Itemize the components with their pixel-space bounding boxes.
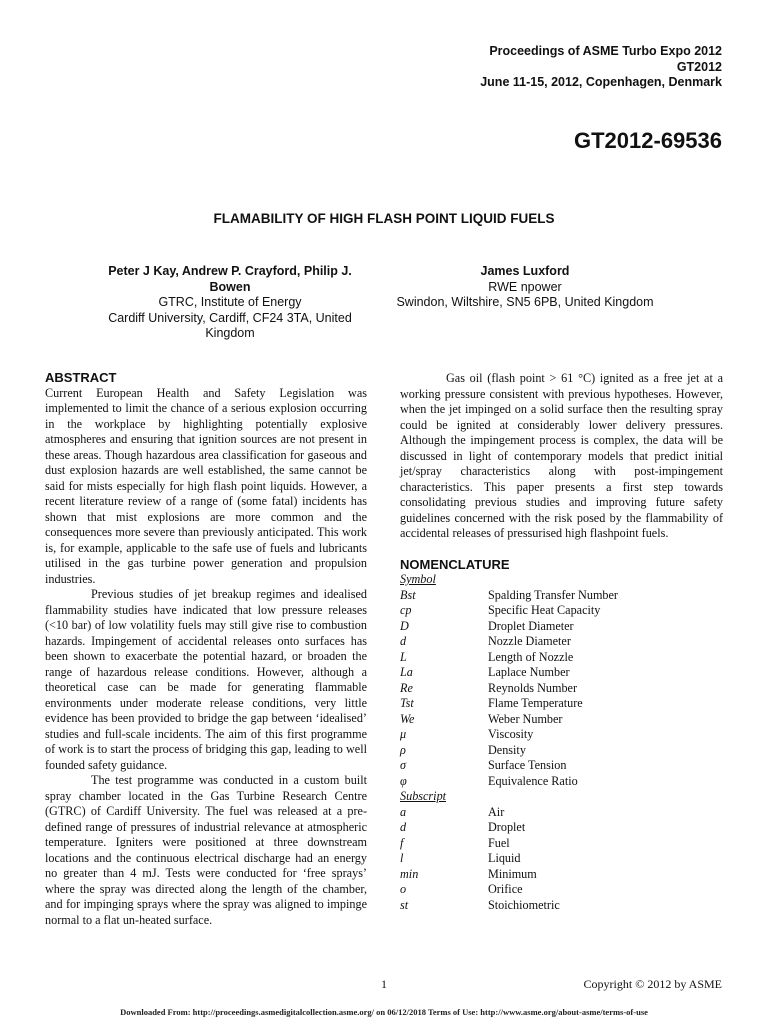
nomenclature-symbol: Tst xyxy=(400,696,414,710)
nomenclature-definition: Length of Nozzle xyxy=(488,649,574,664)
nomenclature-row xyxy=(400,619,723,635)
nomenclature-symbol: ρ xyxy=(400,742,406,757)
nomenclature-symbol: L xyxy=(400,649,407,664)
nomenclature-heading: NOMENCLATURE xyxy=(400,556,510,572)
symbol-subheading: Symbol xyxy=(400,572,436,586)
nomenclature-definition: Droplet xyxy=(488,820,526,834)
author-names: Peter J Kay, Andrew P. Crayford, Philip J. Bowen xyxy=(108,264,352,294)
nomenclature-symbol: min xyxy=(400,866,419,881)
nomenclature-definition: Liquid xyxy=(488,851,521,865)
right-column xyxy=(400,371,723,913)
nomenclature-definition: Air xyxy=(488,804,505,819)
nomenclature-definition: Orifice xyxy=(488,882,523,896)
conference-name: Proceedings of ASME Turbo Expo 2012 xyxy=(489,44,722,58)
author-address: Swindon, Wiltshire, SN5 6PB, United Kingdom xyxy=(396,295,654,309)
nomenclature-row xyxy=(400,650,723,666)
nomenclature-definition: Specific Heat Capacity xyxy=(488,603,601,617)
nomenclature-row xyxy=(400,588,723,604)
nomenclature-row xyxy=(400,805,723,821)
nomenclature-symbol: La xyxy=(400,665,413,679)
nomenclature-symbol: o xyxy=(400,882,407,896)
author-block-left xyxy=(100,264,360,342)
nomenclature-definition: Spalding Transfer Number xyxy=(488,587,618,602)
nomenclature-row xyxy=(400,727,723,743)
nomenclature-definition: Nozzle Diameter xyxy=(488,634,571,648)
nomenclature-row xyxy=(400,820,723,836)
conference-code: GT2012 xyxy=(676,59,722,74)
nomenclature-symbol: a xyxy=(400,804,407,819)
nomenclature-symbol: We xyxy=(400,711,415,726)
nomenclature-symbol: d xyxy=(400,820,407,834)
author-affiliation: RWE npower xyxy=(488,279,562,294)
abstract-heading: ABSTRACT xyxy=(45,370,117,385)
nomenclature-definition: Reynolds Number xyxy=(488,680,578,695)
abstract-paragraph: The test programme was conducted in a custom built spray chamber located in the Gas Turbine Research Centre (GTRC) of Cardiff University. The fuel was released at a pre-defined range of pressures of industrial relevance at atmospheric temperature. Igniters were positioned at three downstream locations and the continuous electrical discharge had an energy no greater than 4 mJ. Tests were conducted for ‘free sprays’ where the spray was directed along the length of the chamber, and for impinging sprays where the spray was aligned to impinge normal to a flat un-heated surface. xyxy=(45,773,367,927)
subscript-list xyxy=(400,805,723,914)
nomenclature-row xyxy=(400,867,723,883)
nomenclature-definition: Fuel xyxy=(488,835,510,850)
abstract-paragraph: Previous studies of jet breakup regimes and idealised flammability studies have indicated that low pressure releases (<10 bar) of low volatility fuels may still give rise to combustion hazards. Impingement of accidental releases onto surfaces has been shown to exacerbate the potential hazard, or broaden the range of hazardous release conditions. However, although a theoretical case can be made for generating flammable environments under moderate release conditions, very little evidence has been provided to bridge the gap between ‘idealised’ studies and full-scale incidents. The aim of this first programme of work is to start the process of bridging this gap, leading to well founded safety guidance. xyxy=(45,587,367,772)
nomenclature-definition: Surface Tension xyxy=(488,758,567,772)
nomenclature-row xyxy=(400,634,723,650)
author-address: Cardiff University, Cardiff, CF24 3TA, United Kingdom xyxy=(108,310,352,340)
nomenclature-definition: Droplet Diameter xyxy=(488,618,574,633)
abstract-paragraph: Gas oil (flash point > 61 °C) ignited as a free jet at a working pressure consistent with previous hypotheses. However, when the jet impinged on a solid surface then the resulting spray could be ignited at considerably lower delivery pressures. Although the impingement process is complex, the data will be discussed in light of contemporary models that predict initial jet/spray characteristics along with post-impingement characteristics. This paper presents a first step towards consolidating previous studies and improving future safety guidelines concerned with the risk posed by the flammability of accidental releases of pressurised high flashpoint fuels. xyxy=(400,371,723,540)
nomenclature-row xyxy=(400,696,723,712)
nomenclature-symbol: D xyxy=(400,618,409,633)
abstract-column xyxy=(45,370,367,928)
nomenclature-symbol: l xyxy=(400,851,404,865)
nomenclature-row xyxy=(400,882,723,898)
nomenclature-row xyxy=(400,851,723,867)
author-block-right xyxy=(380,264,670,311)
nomenclature-row xyxy=(400,836,723,852)
nomenclature-definition: Weber Number xyxy=(488,711,563,726)
paper-id: GT2012-69536 xyxy=(574,128,722,153)
nomenclature-row xyxy=(400,743,723,759)
nomenclature-definition: Minimum xyxy=(488,866,537,881)
author-affiliation: GTRC, Institute of Energy xyxy=(158,295,302,309)
author-names: James Luxford xyxy=(480,264,570,278)
nomenclature-definition: Laplace Number xyxy=(488,665,570,679)
abstract-paragraph: Current European Health and Safety Legislation was implemented to limit the chance of a serious explosion occurring in the workplace by highlighting potentially explosive atmospheres and ensuring that ignition sources are not present in these areas. Though hazardous area classification for gaseous and dust explosion hazards are well established, the same cannot be said for mists especially for high flash point liquids. However, a recent literature review of a range of (some fatal) incidents has shown that mist explosions are more common and the consequences more severe than previously anticipated. This work is, for example, applicable to the safe use of fuels and lubricants utilised in the gas turbine power generation and propulsion industries. xyxy=(45,385,367,586)
nomenclature-symbol: d xyxy=(400,634,407,648)
nomenclature-definition: Density xyxy=(488,742,526,757)
nomenclature-row xyxy=(400,712,723,728)
nomenclature-symbol: σ xyxy=(400,758,407,772)
nomenclature-definition: Equivalence Ratio xyxy=(488,773,578,788)
nomenclature-row xyxy=(400,758,723,774)
nomenclature-symbol: φ xyxy=(400,773,407,788)
symbol-list xyxy=(400,588,723,790)
nomenclature-symbol: Bst xyxy=(400,587,416,602)
paper-title: FLAMABILITY OF HIGH FLASH POINT LIQUID FUELS xyxy=(213,211,555,226)
nomenclature-row xyxy=(400,665,723,681)
nomenclature-row xyxy=(400,898,723,914)
subscript-subheading: Subscript xyxy=(400,789,447,803)
proceedings-header xyxy=(480,44,722,91)
nomenclature-definition: Stoichiometric xyxy=(488,897,560,912)
nomenclature-definition: Flame Temperature xyxy=(488,696,583,710)
copyright-notice: Copyright © 2012 by ASME xyxy=(583,977,722,991)
conference-dates: June 11-15, 2012, Copenhagen, Denmark xyxy=(480,75,722,89)
nomenclature-symbol: μ xyxy=(400,727,407,741)
nomenclature-row xyxy=(400,774,723,790)
nomenclature-row xyxy=(400,603,723,619)
nomenclature-symbol: st xyxy=(400,897,409,912)
nomenclature-symbol: cp xyxy=(400,603,412,617)
nomenclature-row xyxy=(400,681,723,697)
nomenclature-definition: Viscosity xyxy=(488,727,534,741)
download-footer: Downloaded From: http://proceedings.asmedigitalcollection.asme.org/ on 06/12/2018 Terms of Use: http://www.asme.org/about-asme/terms-of-use xyxy=(120,1007,648,1017)
nomenclature-symbol: f xyxy=(400,835,404,850)
nomenclature-symbol: Re xyxy=(400,680,413,695)
page-number: 1 xyxy=(381,977,387,991)
